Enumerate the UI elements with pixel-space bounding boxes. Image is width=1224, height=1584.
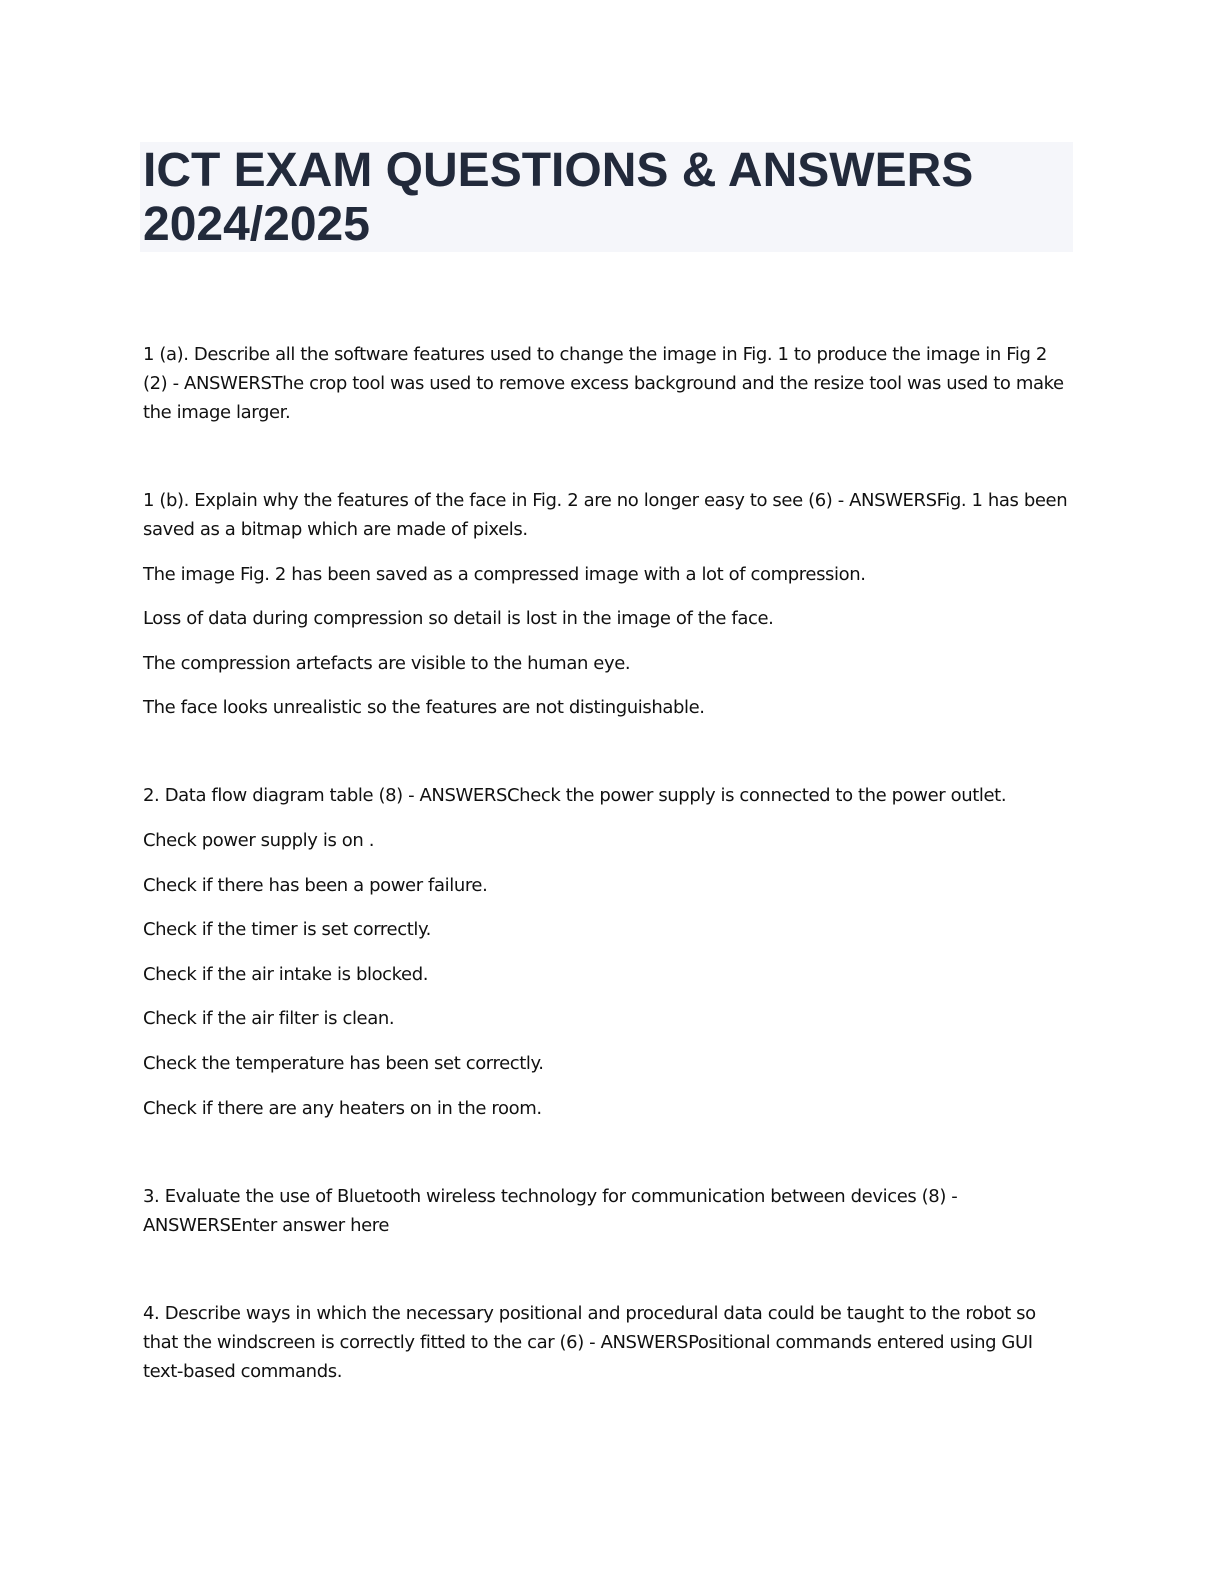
question-2-line: Check the temperature has been set correctly. [143,1052,544,1074]
question-2-line: 2. Data flow diagram table (8) - ANSWERSCheck the power supply is connected to the power outlet. [143,785,1007,807]
question-1b-line: The image Fig. 2 has been saved as a compressed image with a lot of compression. [143,563,866,585]
question-1b-line: Loss of data during compression so detail is lost in the image of the face. [143,608,774,630]
question-4 [143,1299,1073,1386]
question-3 [143,1182,1073,1240]
question-2-line: Check if the air intake is blocked. [143,963,429,985]
question-1b-line: The face looks unrealistic so the features are not distinguishable. [143,697,705,719]
question-1a [143,340,1073,427]
question-1b [143,486,1073,722]
question-2-line: Check power supply is on . [143,829,375,851]
question-2-line: Check if the air filter is clean. [143,1008,395,1030]
page-title: ICT EXAM QUESTIONS & ANSWERS 2024/2025 [143,144,974,251]
question-4-text: 4. Describe ways in which the necessary positional and procedural data could be taught to the robot so that the windscreen is correctly fitted to the car (6) - ANSWERSPositional commands entered using GUI text-based commands. [143,1302,1036,1382]
question-1a-text: 1 (a). Describe all the software features used to change the image in Fig. 1 to produce the image in Fig 2 (2) - ANSWERSThe crop tool was used to remove excess background and the resize tool was used to make the image larger. [143,344,1064,423]
document-body [143,340,1073,1445]
title-banner [140,142,1073,252]
question-1b-line: The compression artefacts are visible to the human eye. [143,652,631,674]
question-2-line: Check if the timer is set correctly. [143,919,431,941]
question-2-line: Check if there has been a power failure. [143,874,488,896]
question-3-text: 3. Evaluate the use of Bluetooth wireless technology for communication between devices (8) - ANSWERSEnter answer here [143,1185,958,1236]
question-2 [143,781,1073,1122]
question-2-line: Check if there are any heaters on in the room. [143,1097,542,1119]
question-1b-line: 1 (b). Explain why the features of the face in Fig. 2 are no longer easy to see (6) - ANSWERSFig. 1 has been saved as a bitmap which are made of pixels. [143,490,1068,540]
